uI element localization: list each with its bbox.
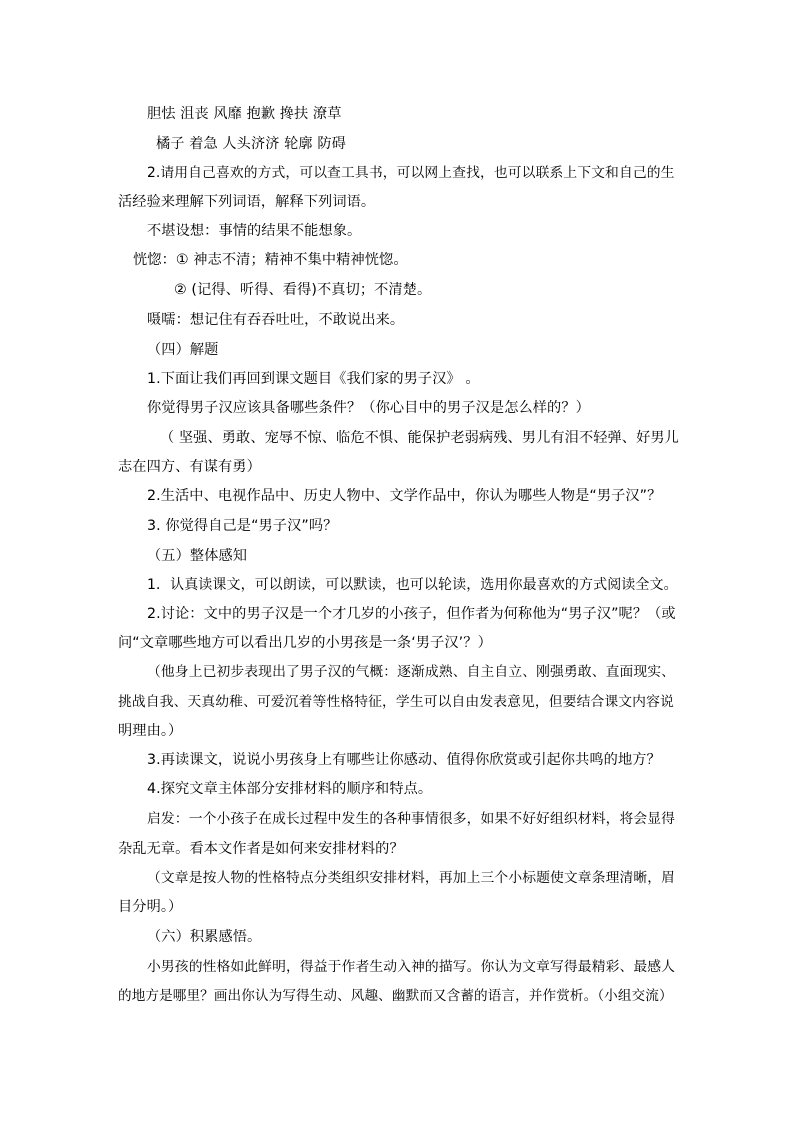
definition-line: 嗫嚅：想记住有吞吞吐吐，不敢说出来。	[147, 312, 405, 328]
paragraph-line: 4.探究文章主体部分安排材料的顺序和特点。	[147, 781, 433, 797]
paragraph-line: 志在四方、有谋有勇）	[118, 459, 261, 475]
paragraph-line: （ 坚强、勇敢、宠辱不惊、临危不惧、能保护老弱病残、男儿有泪不轻弹、好男儿	[160, 430, 679, 446]
definition-line: ② (记得、听得、看得)不真切；不清楚。	[174, 282, 432, 298]
paragraph-line: 1.下面让我们再回到课文题目《我们家的男子汉》 。	[147, 371, 480, 387]
paragraph-line: 3. 你觉得自己是“男子汉”吗？	[147, 518, 338, 534]
paragraph-line: （文章是按人物的性格特点分类组织安排材料，再加上三个小标题使文章条理清晰，眉	[147, 870, 676, 886]
section-heading: （五）整体感知	[147, 548, 248, 564]
definition-line: 恍惚：① 神志不清；精神不集中精神恍惚。	[133, 252, 408, 268]
paragraph-line: 明理由。）	[118, 723, 183, 739]
paragraph-line: 问“文章哪些地方可以看出几岁的小男孩是一条‘男子汉’？）	[118, 635, 492, 651]
section-heading: （六）积累感悟。	[147, 929, 262, 945]
paragraph-line: （他身上已初步表现出了男子汉的气概：逐渐成熟、自主自立、刚强勇敢、直面现实、	[147, 664, 676, 680]
paragraph-line: 挑战自我、天真幼稚、可爱沉着等性格特征，学生可以自由发表意见，但要结合课文内容说	[118, 694, 674, 710]
paragraph-line: 3.再读课文，说说小男孩身上有哪些让你感动、值得你欣赏或引起你共鸣的地方？	[147, 752, 661, 768]
paragraph-line: 1．认真读课文，可以朗读，可以默读，也可以轮读，选用你最喜欢的方式阅读全文。	[147, 577, 678, 593]
paragraph-line: 活经验来理解下列词语，解释下列词语。	[118, 194, 376, 210]
section-heading: （四）解题	[147, 342, 219, 358]
paragraph-line: 的地方是哪里？画出你认为写得生动、风趣、幽默而又含蓄的语言，并作赏析。（小组交流）	[118, 988, 673, 1004]
paragraph-line: 2.生活中、电视作品中、历史人物中、文学作品中，你认为哪些人物是“男子汉”？	[147, 488, 662, 504]
paragraph-line: 启发：一个小孩子在成长过程中发生的各种事情很多，如果不好好组织材料，将会显得	[147, 811, 676, 827]
vocab-line-2: 橘子 着急 人头济济 轮廓 防碍	[156, 136, 346, 152]
definition-line: 不堪设想：事情的结果不能想象。	[147, 223, 362, 239]
paragraph-line: 目分明。）	[118, 899, 183, 915]
paragraph-line: 杂乱无章。看本文作者是如何来安排材料的？	[118, 841, 404, 857]
paragraph-line: 2.请用自己喜欢的方式，可以查工具书，可以网上查找，也可以联系上下文和自己的生	[147, 165, 675, 181]
paragraph-line: 2.讨论：文中的男子汉是一个才几岁的小孩子，但作者为何称他为“男子汉”呢？（或	[147, 606, 676, 622]
vocab-line-1: 胆怯 沮丧 风靡 抱歉 搀扶 潦草	[147, 106, 342, 122]
paragraph-line: 小男孩的性格如此鲜明，得益于作者生动入神的描写。你认为文章写得最精彩、最感人	[147, 959, 676, 975]
paragraph-line: 你觉得男子汉应该具备哪些条件？（你心目中的男子汉是怎么样的？）	[147, 400, 590, 416]
